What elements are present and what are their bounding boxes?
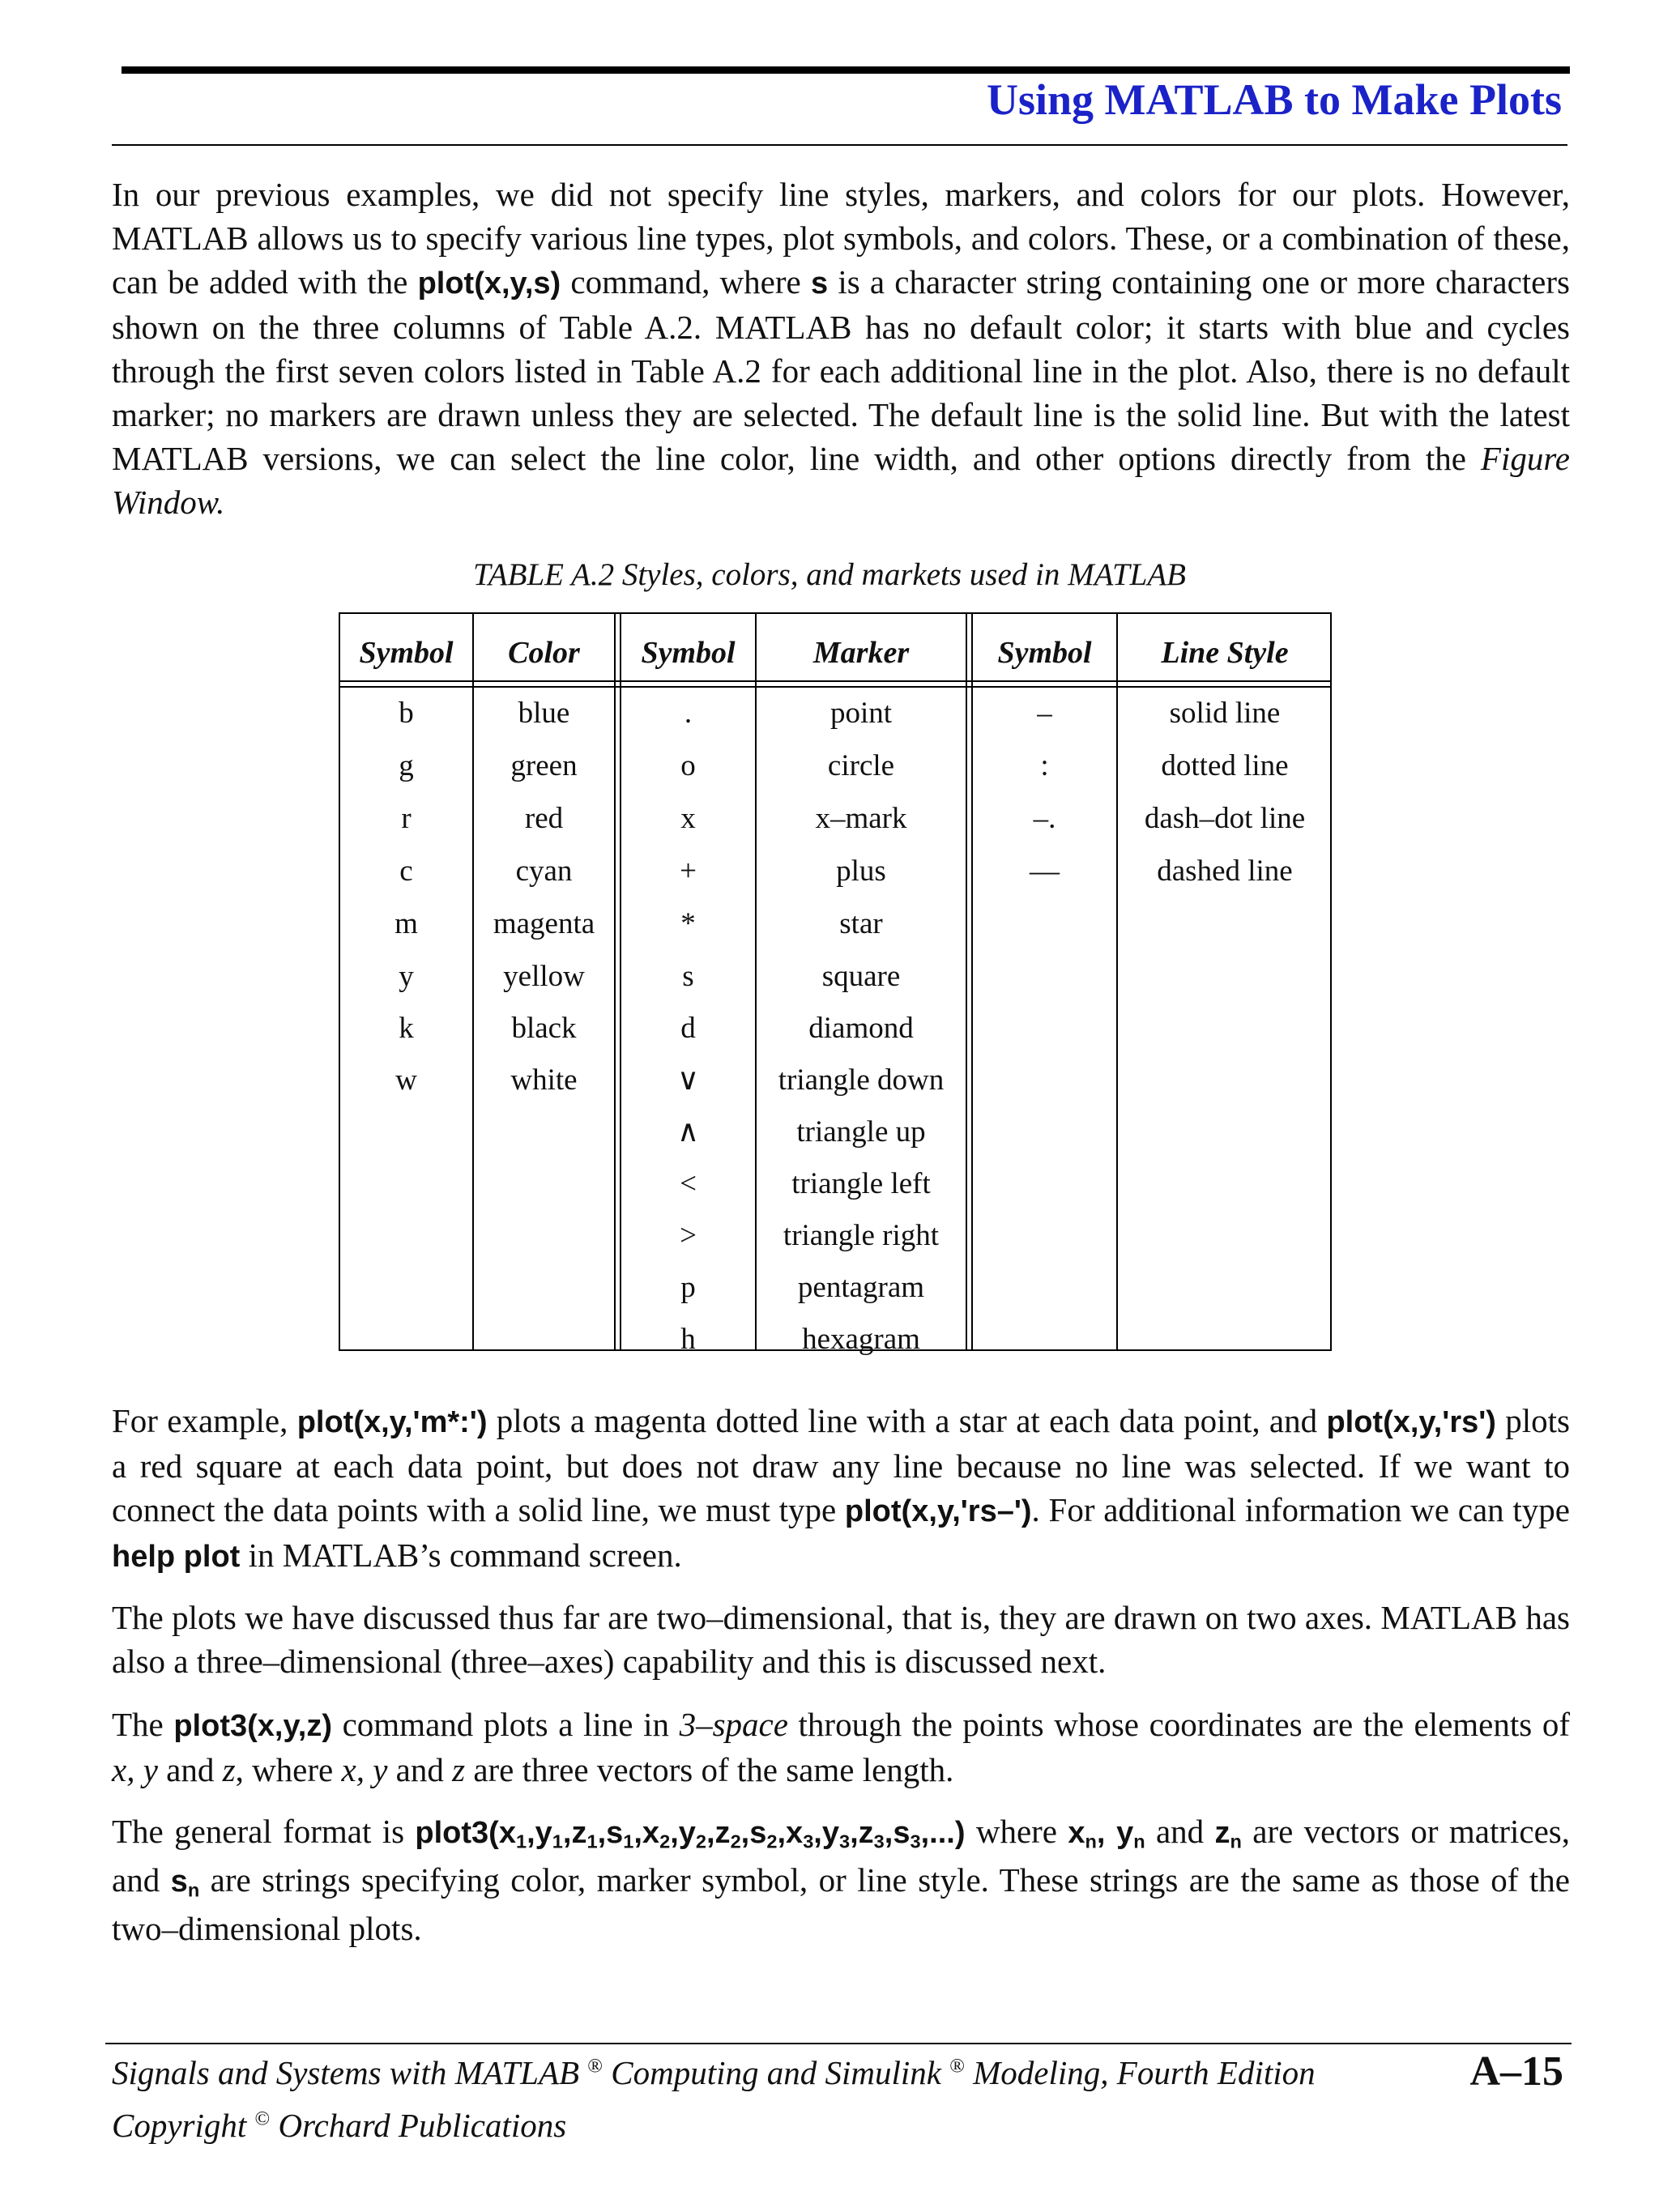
table-header-rule: [340, 680, 1330, 682]
table-divider: [614, 614, 616, 1349]
table-cell: x: [680, 802, 696, 835]
color-name-column: [474, 687, 614, 1106]
table-caption: TABLE A.2 Styles, colors, and markets used in MATLAB: [473, 557, 1186, 592]
footer-book-title: Signals and Systems with MATLAB ® Computing and Simulink ® Modeling, Fourth Edition: [112, 2054, 1316, 2091]
table-cell: diamond: [808, 1012, 914, 1045]
table-cell: dash–dot line: [1144, 802, 1306, 835]
table-cell: k: [399, 1012, 414, 1045]
table-cell: red: [524, 802, 564, 835]
header-color: Color: [508, 636, 580, 670]
table-cell: circle: [827, 749, 895, 782]
table-cell: dashed line: [1157, 855, 1293, 888]
code-s: s: [810, 266, 829, 300]
figure-window-term: Figure Window.: [112, 440, 1570, 521]
table-cell: triangle up: [796, 1115, 926, 1149]
table-cell: :: [1040, 749, 1049, 782]
table-cell: point: [830, 697, 893, 730]
header-symbol-marker: Symbol: [641, 636, 736, 670]
paragraph-1: In our previous examples, we did not specify line styles, markers, and colors for our plots. However, MATLAB allows us to specify various line types, plot symbols, and colors. These, or a combination of these, can be added with the plot(x,y,s) command, where s is a character string containing one or more characters shown on the three columns of Table A.2. MATLAB has no default color; it starts with blue and cycles through the first seven colors listed in Table A.2 for each additional line in the plot. Also, there is no default marker; no markers are drawn unless they are selected. The default line is the solid line. But with the latest MATLAB versions, we can select the line color, line width, and other options directly from the Figure Window.: [112, 176, 1570, 521]
table-cell: white: [510, 1063, 578, 1097]
table-cell: h: [680, 1323, 696, 1356]
header-rule: [112, 144, 1567, 146]
page-header-title: Using MATLAB to Make Plots: [987, 75, 1562, 124]
footer-rule: [105, 2043, 1572, 2044]
table-cell: black: [511, 1012, 577, 1045]
marker-symbol-column: [621, 687, 755, 1365]
table-cell: hexagram: [802, 1323, 920, 1356]
table-cell: d: [680, 1012, 696, 1045]
table-cell: green: [510, 749, 578, 782]
table-cell: blue: [518, 697, 570, 730]
color-symbol-column: [340, 687, 472, 1106]
line-symbol-column: [973, 687, 1116, 897]
table-cell: –.: [1033, 802, 1056, 835]
table-cell: *: [680, 907, 696, 940]
table-cell: p: [680, 1271, 696, 1304]
paragraph-4: The plot3(x,y,z) command plots a line in 3–space through the points whose coordinates are the elements of x, y and z, where x, y and z are three vectors of the same length.: [112, 1706, 1570, 1788]
code-plot-m-star: plot(x,y,'m*:'): [296, 1405, 488, 1439]
code-plot-rs-line: plot(x,y,'rs–'): [844, 1494, 1032, 1528]
header-symbol-line: Symbol: [997, 636, 1092, 670]
footer-copyright: Copyright © Orchard Publications: [112, 2107, 567, 2144]
table-cell: magenta: [493, 907, 595, 940]
marker-name-column: [757, 687, 966, 1365]
table-cell: o: [680, 749, 696, 782]
table-cell: ––: [1030, 855, 1060, 888]
code-plot3: plot3(x,y,z): [173, 1709, 332, 1743]
table-cell: <: [680, 1167, 697, 1200]
code-plot3-general: $plot3(x_1,y_1,z_1,s_1,x_2,y_2,z_2,s_2,x_3,y_3,z_3,s_3,...)$: [415, 1816, 966, 1852]
table-cell: .: [684, 697, 693, 730]
table-cell: star: [839, 907, 883, 940]
table-cell: c: [399, 855, 413, 888]
table-cell: triangle right: [783, 1219, 940, 1252]
code-plot-rs: plot(x,y,'rs'): [1326, 1405, 1496, 1439]
table-cell: +: [680, 855, 697, 888]
table-cell: yellow: [503, 960, 585, 993]
table-cell: triangle left: [791, 1167, 931, 1200]
table-cell: solid line: [1169, 697, 1281, 730]
table-cell: r: [401, 802, 412, 835]
table-cell: ∧: [676, 1115, 700, 1149]
table-cell: m: [394, 907, 418, 940]
line-style-column: [1118, 687, 1332, 897]
styles-table: [339, 612, 1332, 1356]
paragraph-2: For example, plot(x,y,'m*:') plots a magenta dotted line with a star at each data point, and plot(x,y,'rs') plots a red square at each data point, but does not draw any line because no line was selected. If we want to connect the data points with a solid line, we must type plot(x,y,'rs–'). For additional information we can type help plot in MATLAB’s command screen.: [112, 1402, 1570, 1574]
header-marker: Marker: [812, 636, 910, 670]
table-cell: pentagram: [797, 1271, 925, 1304]
top-rule: [122, 66, 1570, 74]
paragraph-3: The plots we have discussed thus far are two–dimensional, that is, they are drawn on two axes. MATLAB has also a three–dimensional (three–axes) capability and this is discussed next.: [112, 1599, 1570, 1680]
table-cell: x–mark: [815, 802, 907, 835]
table-cell: ∨: [676, 1063, 700, 1097]
table-cell: >: [680, 1219, 697, 1252]
code-plot-xys: plot(x,y,s): [417, 266, 561, 300]
paragraph-5: The general format is $plot3(x_1,y_1,z_1,s_1,x_2,y_2,z_2,s_2,x_3,y_3,z_3,s_3,...)$ where $x_n$, $y_n$ and $z_n$ are vectors or matrices, and $s_n$ are strings specifying color, marker symbol, or line style. These strings are the same as those of the two–dimensional plots.: [112, 1813, 1571, 1947]
table-cell: b: [399, 697, 414, 730]
table-cell: –: [1037, 697, 1052, 730]
table-cell: plus: [836, 855, 886, 888]
table-cell: g: [399, 749, 414, 782]
code-help-plot: help plot: [112, 1540, 241, 1574]
table-cell: dotted line: [1161, 749, 1289, 782]
table-cell: w: [395, 1063, 417, 1097]
header-line-style: Line Style: [1161, 636, 1289, 670]
table-cell: y: [399, 960, 414, 993]
table-cell: cyan: [515, 855, 573, 888]
table-divider: [966, 614, 967, 1349]
table-cell: triangle down: [778, 1063, 945, 1097]
table-cell: square: [821, 960, 901, 993]
table-cell: s: [682, 960, 694, 993]
page-number: A–15: [1469, 2048, 1563, 2095]
header-symbol-color: Symbol: [359, 636, 454, 670]
